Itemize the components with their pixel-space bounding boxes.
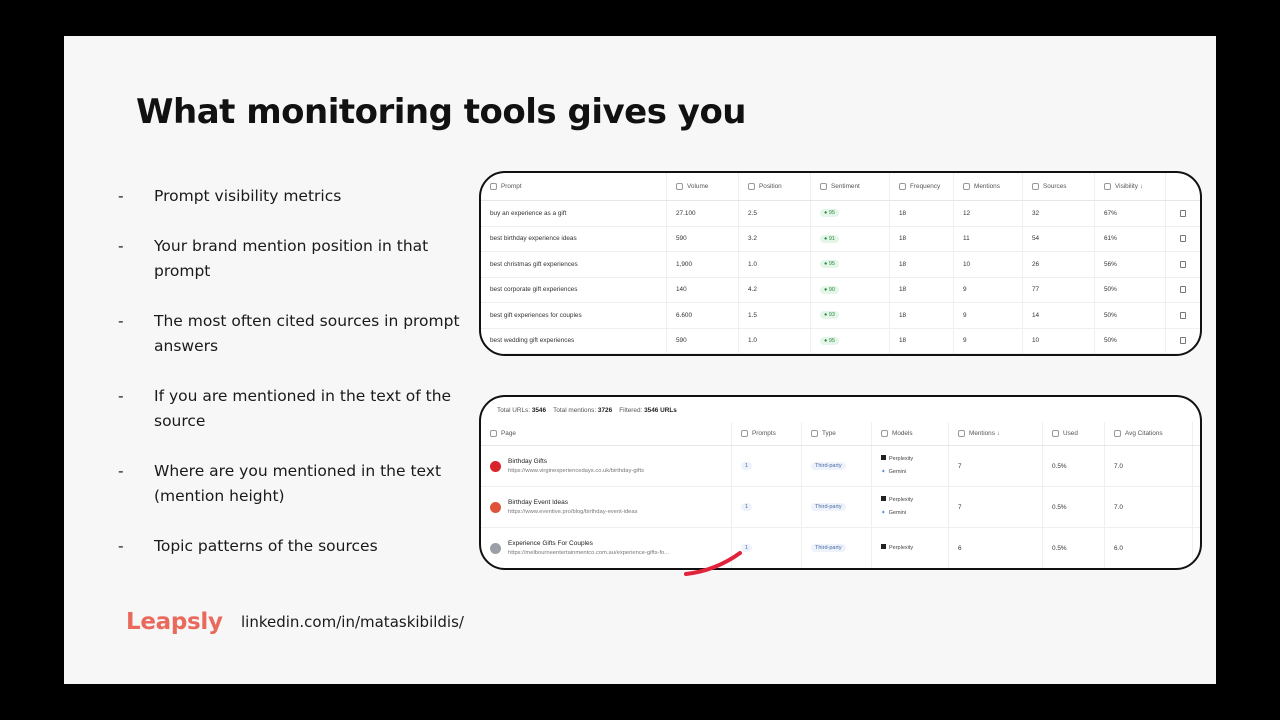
prompt-value: best birthday experience ideas <box>490 235 577 243</box>
cell-sentiment <box>811 201 890 226</box>
sentiment-value: ● 91 <box>820 235 839 243</box>
globe-icon <box>881 430 888 437</box>
volume-value: 590 <box>676 337 687 345</box>
cell-prompt <box>481 278 667 303</box>
sources-value: 10 <box>1032 337 1040 345</box>
page-url[interactable]: https://www.eventive.pro/blog/birthday-event-ideas <box>508 509 638 515</box>
delete-cell <box>1166 227 1200 252</box>
mentions-value: 6 <box>958 544 962 552</box>
cell-type <box>802 487 872 527</box>
cell-position <box>739 201 811 226</box>
type-value: Third-party <box>811 503 846 511</box>
cell-used <box>1043 528 1105 568</box>
cell-visibility <box>1095 303 1166 328</box>
bullet-text: If you are mentioned in the text of the source <box>154 387 452 430</box>
mentions-value: 7 <box>958 462 962 470</box>
cell-position <box>739 278 811 303</box>
prompts-value: 1 <box>741 462 752 470</box>
perplexity-icon <box>881 455 886 460</box>
page-url[interactable]: https://www.virginexperiencedays.co.uk/birthday-gifts <box>508 468 644 474</box>
total-urls-label: Total URLs: <box>497 407 531 414</box>
cell-sentiment <box>811 278 890 303</box>
trash-icon[interactable] <box>1180 312 1186 319</box>
avg-citations-value: 6.0 <box>1114 544 1123 552</box>
cell-frequency <box>890 252 954 277</box>
trash-icon[interactable] <box>1180 210 1186 217</box>
cell-frequency <box>890 329 954 354</box>
model-item <box>881 453 913 466</box>
volume-value: 1,900 <box>676 260 692 268</box>
cell-sources <box>1023 252 1095 277</box>
sources-table-body <box>481 446 1200 569</box>
bullet-item: - Topic patterns of the sources <box>118 534 468 559</box>
cell-prompt <box>481 303 667 328</box>
sentiment-value: ● 93 <box>820 311 839 319</box>
prompts-table <box>481 173 1200 354</box>
page-info <box>508 499 638 515</box>
mentions-value: 9 <box>963 337 967 345</box>
cell-avg-citations <box>1105 528 1193 568</box>
cell-visibility <box>1095 227 1166 252</box>
sources-table-header <box>481 422 1200 446</box>
total-mentions-value: 3726 <box>597 407 613 414</box>
model-item <box>881 542 913 555</box>
filter-icon <box>811 430 818 437</box>
bar-chart-icon <box>899 183 906 190</box>
red-annotation-stroke <box>684 550 744 580</box>
model-name: Gemini <box>888 469 907 475</box>
sources-value: 32 <box>1032 209 1040 217</box>
cell-position <box>739 303 811 328</box>
cell-prompts <box>732 446 802 486</box>
cell-mentions <box>954 303 1023 328</box>
prompts-table-header <box>481 173 1200 201</box>
used-value: 0.5% <box>1052 544 1067 552</box>
visibility-value: 56% <box>1104 260 1117 268</box>
cell-sources <box>1023 303 1095 328</box>
prompts-table-panel <box>479 171 1202 356</box>
frequency-value: 18 <box>899 235 907 243</box>
type-value: Third-party <box>811 544 846 552</box>
mentions-value: 12 <box>963 209 971 217</box>
models-list <box>881 453 913 479</box>
col-sources[interactable]: Sources <box>1023 173 1095 200</box>
cell-prompt <box>481 252 667 277</box>
position-value: 1.5 <box>748 311 757 319</box>
cell-prompt <box>481 227 667 252</box>
cell-volume <box>667 252 739 277</box>
percent-icon <box>1052 430 1059 437</box>
cell-position <box>739 252 811 277</box>
table-row[interactable] <box>481 278 1200 304</box>
volume-value: 140 <box>676 286 687 294</box>
heart-icon <box>820 183 827 190</box>
bullet-text: Topic patterns of the sources <box>154 537 378 555</box>
col-frequency[interactable]: Frequency <box>890 173 954 200</box>
gemini-icon: ✦ <box>881 469 886 475</box>
sources-value: 77 <box>1032 286 1040 294</box>
hash-icon <box>958 430 965 437</box>
trash-icon[interactable] <box>1180 337 1186 344</box>
cell-volume <box>667 227 739 252</box>
cell-mentions <box>954 227 1023 252</box>
sources-value: 14 <box>1032 311 1040 319</box>
prompt-value: buy an experience as a gift <box>490 209 567 217</box>
col-sentiment[interactable]: Sentiment <box>811 173 890 200</box>
cell-type <box>802 446 872 486</box>
cell-models <box>872 487 949 527</box>
cell-sentiment <box>811 329 890 354</box>
cell-sources <box>1023 278 1095 303</box>
model-name: Perplexity <box>889 544 914 551</box>
perplexity-icon <box>881 496 886 501</box>
cell-frequency <box>890 201 954 226</box>
visibility-value: 61% <box>1104 235 1117 243</box>
cell-sentiment <box>811 303 890 328</box>
type-value: Third-party <box>811 462 846 470</box>
used-value: 0.5% <box>1052 462 1067 470</box>
sentiment-value: ● 90 <box>820 286 839 294</box>
visibility-value: 50% <box>1104 337 1117 345</box>
table-row[interactable] <box>481 446 1200 487</box>
prompt-value: best wedding gift experiences <box>490 337 575 345</box>
used-value: 0.5% <box>1052 503 1067 511</box>
table-row[interactable] <box>481 201 1200 227</box>
cell-mentions <box>954 329 1023 354</box>
eye-icon <box>1104 183 1111 190</box>
cell-prompt <box>481 329 667 354</box>
delete-cell <box>1166 252 1200 277</box>
page-info <box>508 458 644 474</box>
pin-icon <box>748 183 755 190</box>
cell-used <box>1043 446 1105 486</box>
col-position[interactable]: Position <box>739 173 811 200</box>
models-list <box>881 494 913 520</box>
cell-position <box>739 227 811 252</box>
delete-cell <box>1166 278 1200 303</box>
cell-prompts <box>732 487 802 527</box>
sentiment-value: ● 95 <box>820 337 839 345</box>
cell-visibility <box>1095 278 1166 303</box>
volume-value: 590 <box>676 235 687 243</box>
trash-icon[interactable] <box>1180 261 1186 268</box>
cell-avg-citations <box>1105 446 1193 486</box>
table-row[interactable] <box>481 252 1200 278</box>
visibility-value: 50% <box>1104 286 1117 294</box>
bullet-item: - If you are mentioned in the text of the source <box>118 384 468 434</box>
table-row[interactable] <box>481 487 1200 528</box>
bullet-text: Where are you mentioned in the text (mention height) <box>154 462 442 505</box>
cell-volume <box>667 303 739 328</box>
model-item <box>881 507 913 520</box>
cell-frequency <box>890 278 954 303</box>
model-name: Gemini <box>888 510 907 516</box>
visibility-value: 50% <box>1104 311 1117 319</box>
sources-table-panel <box>479 395 1202 570</box>
delete-cell <box>1166 303 1200 328</box>
cell-type <box>802 528 872 568</box>
site-favicon-icon <box>490 543 501 554</box>
gemini-icon: ✦ <box>881 510 886 516</box>
page-info <box>508 540 669 556</box>
cell-mentions <box>949 487 1043 527</box>
col-volume[interactable]: Volume <box>667 173 739 200</box>
sources-value: 26 <box>1032 260 1040 268</box>
sentiment-value: ● 95 <box>820 260 839 268</box>
table-row[interactable] <box>481 528 1200 569</box>
cell-mentions <box>949 528 1043 568</box>
bullet-item: - The most often cited sources in prompt answers <box>118 309 468 359</box>
delete-cell <box>1166 201 1200 226</box>
cell-frequency <box>890 227 954 252</box>
bullet-list <box>118 176 468 559</box>
total-mentions-label: Total mentions: <box>553 407 597 414</box>
prompt-value: best corporate gift experiences <box>490 286 578 294</box>
model-item <box>881 466 913 479</box>
col-mentions[interactable]: Mentions <box>954 173 1023 200</box>
filtered-value: 3546 URLs <box>644 407 677 414</box>
col-mentions[interactable]: Mentions ↓ <box>949 422 1043 445</box>
col-models[interactable]: Models <box>872 422 949 445</box>
trend-icon <box>676 183 683 190</box>
position-value: 4.2 <box>748 286 757 294</box>
trash-icon[interactable] <box>1180 286 1186 293</box>
cell-sources <box>1023 201 1095 226</box>
cell-page[interactable] <box>481 446 732 486</box>
trash-icon[interactable] <box>1180 235 1186 242</box>
page-name[interactable]: Birthday Gifts <box>508 458 548 465</box>
page-url[interactable]: https://melbourneentertainmentco.com.au/experience-gifts-fo... <box>508 550 670 556</box>
bullet-text: Your brand mention position in that prompt <box>154 237 429 280</box>
position-value: 1.0 <box>748 260 757 268</box>
prompts-table-body <box>481 201 1200 354</box>
col-used[interactable]: Used <box>1043 422 1105 445</box>
sentiment-value: ● 95 <box>820 209 839 217</box>
col-page[interactable]: Page <box>481 422 732 445</box>
cell-used <box>1043 487 1105 527</box>
total-urls-value: 3546 <box>531 407 547 414</box>
mentions-value: 10 <box>963 260 971 268</box>
model-name: Perplexity <box>889 497 914 503</box>
cell-sources <box>1023 227 1095 252</box>
table-row[interactable] <box>481 329 1200 355</box>
linkedin-link[interactable]: linkedin.com/in/mataskibildis/ <box>241 613 464 631</box>
filter-icon <box>490 183 497 190</box>
slide-title: What monitoring tools gives you <box>136 92 747 132</box>
link-icon <box>490 430 497 437</box>
col-prompts[interactable]: Prompts <box>732 422 802 445</box>
col-actions <box>1166 173 1200 200</box>
bullet-item: - Prompt visibility metrics <box>118 184 468 209</box>
site-favicon-icon <box>490 502 501 513</box>
cell-visibility <box>1095 252 1166 277</box>
cell-avg-citations <box>1105 487 1193 527</box>
mentions-value: 9 <box>963 311 967 319</box>
model-name: Perplexity <box>889 456 914 462</box>
models-list <box>881 542 913 555</box>
cell-models <box>872 528 949 568</box>
chat-icon <box>963 183 970 190</box>
mentions-value: 7 <box>958 503 962 511</box>
delete-cell <box>1166 329 1200 354</box>
cell-visibility <box>1095 201 1166 226</box>
leapsly-logo: Leapsly <box>126 609 223 635</box>
cell-frequency <box>890 303 954 328</box>
col-visibility[interactable]: Visibility ↓ <box>1095 173 1166 200</box>
sources-table <box>481 422 1200 569</box>
cell-position <box>739 329 811 354</box>
sources-value: 54 <box>1032 235 1040 243</box>
frequency-value: 18 <box>899 260 907 268</box>
slide <box>64 36 1216 684</box>
frequency-value: 18 <box>899 337 907 345</box>
mentions-value: 11 <box>963 235 970 243</box>
position-value: 3.2 <box>748 235 757 243</box>
table-row[interactable] <box>481 227 1200 253</box>
col-avg-citations[interactable]: Avg Citations <box>1105 422 1193 445</box>
bullet-text: Prompt visibility metrics <box>154 187 342 205</box>
prompt-value: best christmas gift experiences <box>490 260 578 268</box>
bullet-item: - Your brand mention position in that prompt <box>118 234 468 284</box>
avg-citations-value: 7.0 <box>1114 462 1123 470</box>
cell-mentions <box>954 252 1023 277</box>
trend-icon <box>1114 430 1121 437</box>
frequency-value: 18 <box>899 209 907 217</box>
visibility-value: 67% <box>1104 209 1117 217</box>
cell-visibility <box>1095 329 1166 354</box>
site-favicon-icon <box>490 461 501 472</box>
cell-volume <box>667 329 739 354</box>
volume-value: 6.600 <box>676 311 692 319</box>
bullet-text: The most often cited sources in prompt answers <box>154 312 460 355</box>
filtered-label: Filtered: <box>619 407 643 414</box>
avg-citations-value: 7.0 <box>1114 503 1123 511</box>
document-icon <box>1032 183 1039 190</box>
cell-mentions <box>949 446 1043 486</box>
page-name[interactable]: Experience Gifts For Couples <box>508 540 593 547</box>
prompt-value: best gift experiences for couples <box>490 311 582 319</box>
model-item <box>881 494 913 507</box>
position-value: 2.5 <box>748 209 757 217</box>
position-value: 1.0 <box>748 337 757 345</box>
cell-volume <box>667 278 739 303</box>
mentions-value: 9 <box>963 286 967 294</box>
cell-models <box>872 446 949 486</box>
cell-volume <box>667 201 739 226</box>
frequency-value: 18 <box>899 311 907 319</box>
col-prompt[interactable]: Prompt <box>481 173 667 200</box>
page-name[interactable]: Birthday Event Ideas <box>508 499 568 506</box>
cell-mentions <box>954 201 1023 226</box>
prompts-value: 1 <box>741 544 752 552</box>
table-row[interactable] <box>481 303 1200 329</box>
bar-chart-icon <box>741 430 748 437</box>
cell-sentiment <box>811 252 890 277</box>
perplexity-icon <box>881 544 886 549</box>
frequency-value: 18 <box>899 286 907 294</box>
cell-mentions <box>954 278 1023 303</box>
prompts-value: 1 <box>741 503 752 511</box>
cell-page[interactable] <box>481 487 732 527</box>
cell-sources <box>1023 329 1095 354</box>
bullet-item: - Where are you mentioned in the text (mention height) <box>118 459 468 509</box>
col-type[interactable]: Type <box>802 422 872 445</box>
sources-stats <box>497 407 677 414</box>
cell-sentiment <box>811 227 890 252</box>
cell-prompt <box>481 201 667 226</box>
volume-value: 27.100 <box>676 209 696 217</box>
